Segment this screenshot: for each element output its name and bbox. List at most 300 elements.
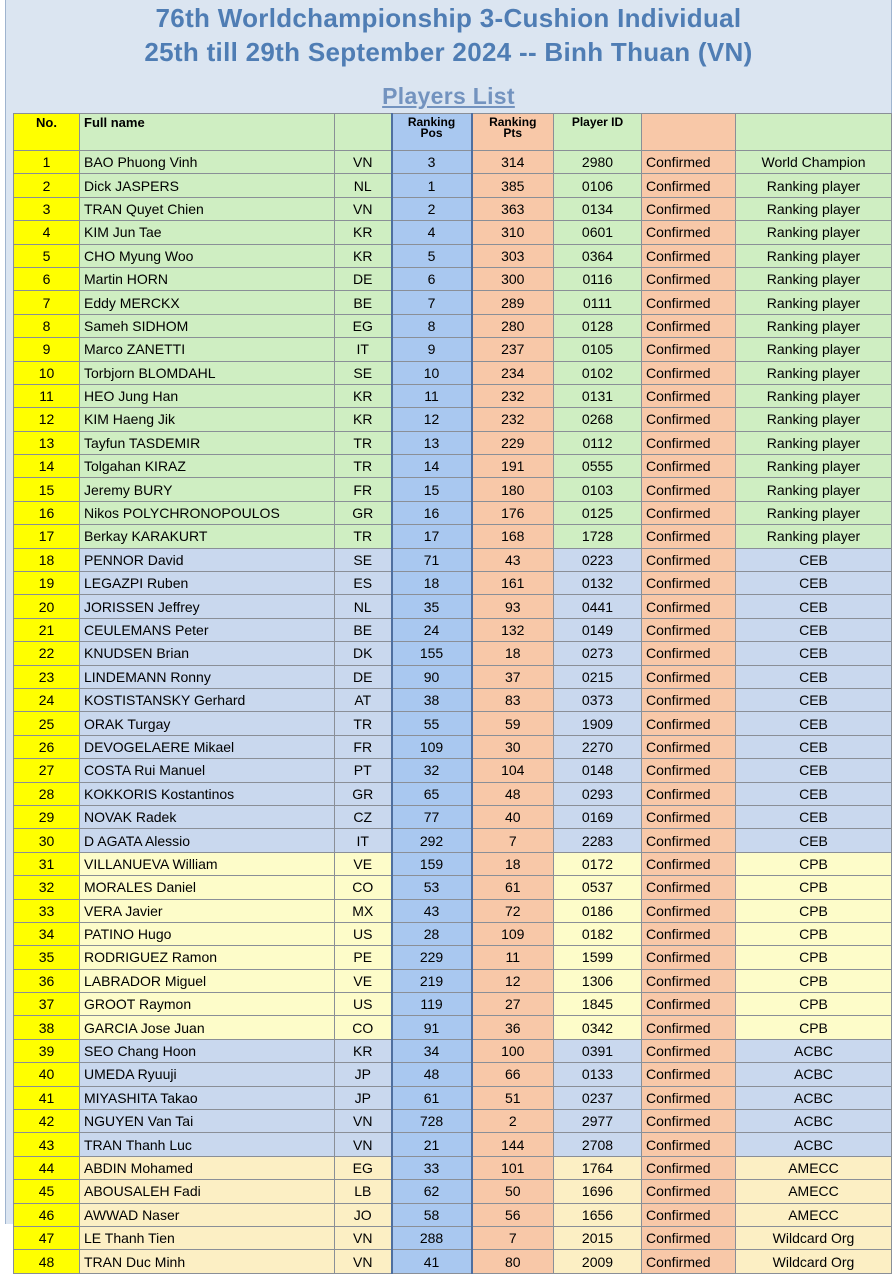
player-id: 0182 bbox=[554, 922, 642, 945]
header-player-id: Player ID bbox=[554, 114, 642, 151]
player-category: Ranking player bbox=[736, 267, 892, 290]
player-status: Confirmed bbox=[642, 572, 736, 595]
player-no: 17 bbox=[14, 525, 80, 548]
ranking-pos: 4 bbox=[392, 221, 472, 244]
player-country: GR bbox=[335, 501, 392, 524]
table-row bbox=[14, 1226, 892, 1249]
player-no: 43 bbox=[14, 1133, 80, 1156]
table-row bbox=[14, 1039, 892, 1062]
player-id: 2980 bbox=[554, 151, 642, 174]
player-name: VERA Javier bbox=[80, 899, 335, 922]
player-country: SE bbox=[335, 548, 392, 571]
player-country: IT bbox=[335, 338, 392, 361]
player-country: JP bbox=[335, 1063, 392, 1086]
player-status: Confirmed bbox=[642, 1203, 736, 1226]
table-row bbox=[14, 244, 892, 267]
player-category: World Champion bbox=[736, 151, 892, 174]
ranking-pts: 7 bbox=[472, 829, 554, 852]
player-id: 0116 bbox=[554, 267, 642, 290]
ranking-pts: 93 bbox=[472, 595, 554, 618]
ranking-pts: 363 bbox=[472, 197, 554, 220]
player-no: 2 bbox=[14, 174, 80, 197]
player-country: LB bbox=[335, 1180, 392, 1203]
player-status: Confirmed bbox=[642, 455, 736, 478]
player-category: CEB bbox=[736, 712, 892, 735]
table-row bbox=[14, 291, 892, 314]
player-status: Confirmed bbox=[642, 1016, 736, 1039]
ranking-pts: 48 bbox=[472, 782, 554, 805]
player-status: Confirmed bbox=[642, 1180, 736, 1203]
player-name: JORISSEN Jeffrey bbox=[80, 595, 335, 618]
table-row bbox=[14, 618, 892, 641]
ranking-pos: 13 bbox=[392, 431, 472, 454]
table-row bbox=[14, 665, 892, 688]
player-country: KR bbox=[335, 408, 392, 431]
player-status: Confirmed bbox=[642, 735, 736, 758]
player-no: 3 bbox=[14, 197, 80, 220]
ranking-pts: 12 bbox=[472, 969, 554, 992]
player-country: DE bbox=[335, 267, 392, 290]
player-no: 29 bbox=[14, 805, 80, 828]
table-row bbox=[14, 876, 892, 899]
table-row bbox=[14, 993, 892, 1016]
table-row bbox=[14, 1133, 892, 1156]
player-status: Confirmed bbox=[642, 1250, 736, 1273]
player-id: 1656 bbox=[554, 1203, 642, 1226]
player-status: Confirmed bbox=[642, 922, 736, 945]
table-row bbox=[14, 314, 892, 337]
ranking-pos: 62 bbox=[392, 1180, 472, 1203]
player-status: Confirmed bbox=[642, 829, 736, 852]
ranking-pts: 50 bbox=[472, 1180, 554, 1203]
ranking-pts: 168 bbox=[472, 525, 554, 548]
table-row bbox=[14, 735, 892, 758]
player-category: Ranking player bbox=[736, 291, 892, 314]
player-no: 37 bbox=[14, 993, 80, 1016]
player-no: 45 bbox=[14, 1180, 80, 1203]
table-row bbox=[14, 595, 892, 618]
player-no: 6 bbox=[14, 267, 80, 290]
player-no: 20 bbox=[14, 595, 80, 618]
player-category: CEB bbox=[736, 688, 892, 711]
player-country: DE bbox=[335, 665, 392, 688]
ranking-pts: 229 bbox=[472, 431, 554, 454]
ranking-pos: 18 bbox=[392, 572, 472, 595]
ranking-pts: 18 bbox=[472, 642, 554, 665]
player-country: FR bbox=[335, 735, 392, 758]
player-name: RODRIGUEZ Ramon bbox=[80, 946, 335, 969]
player-no: 13 bbox=[14, 431, 80, 454]
header-ranking-pos bbox=[392, 114, 472, 151]
player-category: CEB bbox=[736, 548, 892, 571]
ranking-pos: 10 bbox=[392, 361, 472, 384]
player-status: Confirmed bbox=[642, 384, 736, 407]
player-category: Ranking player bbox=[736, 174, 892, 197]
player-country: CO bbox=[335, 1016, 392, 1039]
player-id: 0128 bbox=[554, 314, 642, 337]
ranking-pts: 385 bbox=[472, 174, 554, 197]
ranking-pos: 12 bbox=[392, 408, 472, 431]
player-id: 0172 bbox=[554, 852, 642, 875]
player-status: Confirmed bbox=[642, 876, 736, 899]
table-row bbox=[14, 1250, 892, 1273]
player-country: NL bbox=[335, 174, 392, 197]
ranking-pts: 59 bbox=[472, 712, 554, 735]
player-country: KR bbox=[335, 221, 392, 244]
ranking-pts: 72 bbox=[472, 899, 554, 922]
player-category: Ranking player bbox=[736, 361, 892, 384]
table-row bbox=[14, 221, 892, 244]
player-name: PATINO Hugo bbox=[80, 922, 335, 945]
player-category: CPB bbox=[736, 969, 892, 992]
player-name: CEULEMANS Peter bbox=[80, 618, 335, 641]
player-country: EG bbox=[335, 314, 392, 337]
player-status: Confirmed bbox=[642, 1086, 736, 1109]
player-id: 0132 bbox=[554, 572, 642, 595]
player-name: KOKKORIS Kostantinos bbox=[80, 782, 335, 805]
player-category: AMECC bbox=[736, 1180, 892, 1203]
player-status: Confirmed bbox=[642, 1226, 736, 1249]
player-country: TR bbox=[335, 431, 392, 454]
ranking-pos: 219 bbox=[392, 969, 472, 992]
player-name: DEVOGELAERE Mikael bbox=[80, 735, 335, 758]
table-row bbox=[14, 478, 892, 501]
player-country: MX bbox=[335, 899, 392, 922]
player-status: Confirmed bbox=[642, 946, 736, 969]
ranking-pos: 41 bbox=[392, 1250, 472, 1273]
player-category: CEB bbox=[736, 595, 892, 618]
player-no: 25 bbox=[14, 712, 80, 735]
ranking-pts: 80 bbox=[472, 1250, 554, 1273]
ranking-pos: 15 bbox=[392, 478, 472, 501]
player-country: FR bbox=[335, 478, 392, 501]
header-ranking-pos-line1: Ranking bbox=[407, 115, 456, 129]
ranking-pts: 101 bbox=[472, 1156, 554, 1179]
player-country: JO bbox=[335, 1203, 392, 1226]
ranking-pos: 2 bbox=[392, 197, 472, 220]
ranking-pos: 33 bbox=[392, 1156, 472, 1179]
player-name: ORAK Turgay bbox=[80, 712, 335, 735]
player-name: BAO Phuong Vinh bbox=[80, 151, 335, 174]
ranking-pos: 11 bbox=[392, 384, 472, 407]
player-status: Confirmed bbox=[642, 1156, 736, 1179]
header-ranking-pts-line2: Pts bbox=[503, 126, 523, 140]
player-name: Torbjorn BLOMDAHL bbox=[80, 361, 335, 384]
table-row bbox=[14, 384, 892, 407]
player-no: 34 bbox=[14, 922, 80, 945]
ranking-pos: 21 bbox=[392, 1133, 472, 1156]
player-name: AWWAD Naser bbox=[80, 1203, 335, 1226]
player-status: Confirmed bbox=[642, 969, 736, 992]
player-category: ACBC bbox=[736, 1039, 892, 1062]
player-name: HEO Jung Han bbox=[80, 384, 335, 407]
player-no: 44 bbox=[14, 1156, 80, 1179]
tournament-dates: 25th till 29th September 2024 -- Binh Thuan (VN) bbox=[144, 37, 753, 67]
player-name: Tayfun TASDEMIR bbox=[80, 431, 335, 454]
player-category: CPB bbox=[736, 852, 892, 875]
table-row bbox=[14, 1016, 892, 1039]
ranking-pts: 100 bbox=[472, 1039, 554, 1062]
player-no: 21 bbox=[14, 618, 80, 641]
ranking-pos: 16 bbox=[392, 501, 472, 524]
ranking-pts: 176 bbox=[472, 501, 554, 524]
ranking-pos: 77 bbox=[392, 805, 472, 828]
table-row bbox=[14, 548, 892, 571]
ranking-pts: 56 bbox=[472, 1203, 554, 1226]
player-name: Marco ZANETTI bbox=[80, 338, 335, 361]
ranking-pts: 43 bbox=[472, 548, 554, 571]
ranking-pos: 90 bbox=[392, 665, 472, 688]
player-name: VILLANUEVA William bbox=[80, 852, 335, 875]
player-name: GROOT Raymon bbox=[80, 993, 335, 1016]
ranking-pos: 728 bbox=[392, 1110, 472, 1133]
table-row bbox=[14, 969, 892, 992]
player-category: Ranking player bbox=[736, 431, 892, 454]
player-no: 39 bbox=[14, 1039, 80, 1062]
player-id: 0441 bbox=[554, 595, 642, 618]
player-id: 0342 bbox=[554, 1016, 642, 1039]
ranking-pos: 24 bbox=[392, 618, 472, 641]
table-row bbox=[14, 782, 892, 805]
ranking-pos: 3 bbox=[392, 151, 472, 174]
player-name: GARCIA Jose Juan bbox=[80, 1016, 335, 1039]
ranking-pts: 36 bbox=[472, 1016, 554, 1039]
ranking-pos: 109 bbox=[392, 735, 472, 758]
player-no: 4 bbox=[14, 221, 80, 244]
table-row bbox=[14, 455, 892, 478]
ranking-pos: 14 bbox=[392, 455, 472, 478]
player-category: CEB bbox=[736, 572, 892, 595]
player-category: ACBC bbox=[736, 1063, 892, 1086]
ranking-pos: 1 bbox=[392, 174, 472, 197]
player-status: Confirmed bbox=[642, 501, 736, 524]
ranking-pts: 232 bbox=[472, 408, 554, 431]
player-id: 0237 bbox=[554, 1086, 642, 1109]
player-country: BE bbox=[335, 291, 392, 314]
player-country: VN bbox=[335, 1133, 392, 1156]
player-id: 2283 bbox=[554, 829, 642, 852]
player-id: 2015 bbox=[554, 1226, 642, 1249]
player-no: 33 bbox=[14, 899, 80, 922]
player-id: 0131 bbox=[554, 384, 642, 407]
ranking-pos: 53 bbox=[392, 876, 472, 899]
player-name: ABOUSALEH Fadi bbox=[80, 1180, 335, 1203]
player-name: D AGATA Alessio bbox=[80, 829, 335, 852]
header-category bbox=[736, 114, 892, 151]
player-country: SE bbox=[335, 361, 392, 384]
player-status: Confirmed bbox=[642, 525, 736, 548]
player-country: KR bbox=[335, 244, 392, 267]
player-name: NGUYEN Van Tai bbox=[80, 1110, 335, 1133]
player-id: 0364 bbox=[554, 244, 642, 267]
player-name: LABRADOR Miguel bbox=[80, 969, 335, 992]
player-id: 0103 bbox=[554, 478, 642, 501]
player-country: ES bbox=[335, 572, 392, 595]
table-row bbox=[14, 408, 892, 431]
table-row bbox=[14, 852, 892, 875]
player-category: Ranking player bbox=[736, 384, 892, 407]
player-id: 0268 bbox=[554, 408, 642, 431]
player-status: Confirmed bbox=[642, 174, 736, 197]
player-status: Confirmed bbox=[642, 805, 736, 828]
player-status: Confirmed bbox=[642, 618, 736, 641]
player-name: SEO Chang Hoon bbox=[80, 1039, 335, 1062]
player-id: 2009 bbox=[554, 1250, 642, 1273]
player-no: 8 bbox=[14, 314, 80, 337]
player-id: 0601 bbox=[554, 221, 642, 244]
ranking-pos: 38 bbox=[392, 688, 472, 711]
player-category: ACBC bbox=[736, 1086, 892, 1109]
player-id: 1599 bbox=[554, 946, 642, 969]
player-country: CZ bbox=[335, 805, 392, 828]
player-no: 38 bbox=[14, 1016, 80, 1039]
table-row bbox=[14, 899, 892, 922]
ranking-pts: 104 bbox=[472, 759, 554, 782]
player-no: 11 bbox=[14, 384, 80, 407]
player-status: Confirmed bbox=[642, 642, 736, 665]
player-id: 0112 bbox=[554, 431, 642, 454]
table-row bbox=[14, 151, 892, 174]
player-status: Confirmed bbox=[642, 688, 736, 711]
player-no: 19 bbox=[14, 572, 80, 595]
player-country: EG bbox=[335, 1156, 392, 1179]
header-ranking-pos-line2: Pos bbox=[420, 126, 443, 140]
player-name: MIYASHITA Takao bbox=[80, 1086, 335, 1109]
player-category: CEB bbox=[736, 618, 892, 641]
player-status: Confirmed bbox=[642, 595, 736, 618]
table-row bbox=[14, 1086, 892, 1109]
player-country: CO bbox=[335, 876, 392, 899]
ranking-pos: 17 bbox=[392, 525, 472, 548]
player-name: KIM Jun Tae bbox=[80, 221, 335, 244]
player-name: Dick JASPERS bbox=[80, 174, 335, 197]
player-status: Confirmed bbox=[642, 244, 736, 267]
table-row bbox=[14, 1180, 892, 1203]
player-name: ABDIN Mohamed bbox=[80, 1156, 335, 1179]
player-category: CPB bbox=[736, 1016, 892, 1039]
ranking-pts: 18 bbox=[472, 852, 554, 875]
player-category: Ranking player bbox=[736, 408, 892, 431]
player-name: UMEDA Ryuuji bbox=[80, 1063, 335, 1086]
ranking-pts: 30 bbox=[472, 735, 554, 758]
ranking-pos: 6 bbox=[392, 267, 472, 290]
ranking-pos: 159 bbox=[392, 852, 472, 875]
table-row bbox=[14, 1063, 892, 1086]
ranking-pos: 28 bbox=[392, 922, 472, 945]
player-no: 7 bbox=[14, 291, 80, 314]
players-list-heading[interactable]: Players List bbox=[382, 83, 515, 109]
player-status: Confirmed bbox=[642, 1039, 736, 1062]
player-country: PE bbox=[335, 946, 392, 969]
header-row bbox=[14, 114, 892, 151]
player-country: VN bbox=[335, 197, 392, 220]
player-country: VN bbox=[335, 1226, 392, 1249]
player-name: KIM Haeng Jik bbox=[80, 408, 335, 431]
player-country: BE bbox=[335, 618, 392, 641]
player-name: LINDEMANN Ronny bbox=[80, 665, 335, 688]
ranking-pts: 303 bbox=[472, 244, 554, 267]
player-id: 1728 bbox=[554, 525, 642, 548]
player-country: NL bbox=[335, 595, 392, 618]
player-no: 22 bbox=[14, 642, 80, 665]
ranking-pts: 280 bbox=[472, 314, 554, 337]
player-name: TRAN Quyet Chien bbox=[80, 197, 335, 220]
player-category: Ranking player bbox=[736, 244, 892, 267]
header-ranking-pts-line1: Ranking bbox=[489, 115, 537, 129]
player-name: LEGAZPI Ruben bbox=[80, 572, 335, 595]
ranking-pts: 132 bbox=[472, 618, 554, 641]
table-row bbox=[14, 642, 892, 665]
player-no: 46 bbox=[14, 1203, 80, 1226]
table-row bbox=[14, 197, 892, 220]
player-id: 0125 bbox=[554, 501, 642, 524]
ranking-pts: 237 bbox=[472, 338, 554, 361]
players-table bbox=[13, 113, 892, 1274]
player-no: 23 bbox=[14, 665, 80, 688]
player-country: TR bbox=[335, 712, 392, 735]
player-id: 0186 bbox=[554, 899, 642, 922]
player-category: CPB bbox=[736, 946, 892, 969]
player-no: 36 bbox=[14, 969, 80, 992]
player-name: PENNOR David bbox=[80, 548, 335, 571]
ranking-pos: 55 bbox=[392, 712, 472, 735]
player-no: 12 bbox=[14, 408, 80, 431]
player-id: 0106 bbox=[554, 174, 642, 197]
player-id: 1696 bbox=[554, 1180, 642, 1203]
table-row bbox=[14, 431, 892, 454]
ranking-pos: 34 bbox=[392, 1039, 472, 1062]
player-no: 27 bbox=[14, 759, 80, 782]
player-country: TR bbox=[335, 525, 392, 548]
player-id: 0134 bbox=[554, 197, 642, 220]
header-no: No. bbox=[14, 114, 80, 151]
ranking-pts: 27 bbox=[472, 993, 554, 1016]
player-name: Sameh SIDHOM bbox=[80, 314, 335, 337]
player-category: CEB bbox=[736, 735, 892, 758]
player-name: Martin HORN bbox=[80, 267, 335, 290]
player-id: 0111 bbox=[554, 291, 642, 314]
player-status: Confirmed bbox=[642, 338, 736, 361]
player-category: CPB bbox=[736, 993, 892, 1016]
player-country: DK bbox=[335, 642, 392, 665]
player-status: Confirmed bbox=[642, 431, 736, 454]
player-name: TRAN Thanh Luc bbox=[80, 1133, 335, 1156]
table-row bbox=[14, 805, 892, 828]
ranking-pos: 61 bbox=[392, 1086, 472, 1109]
player-no: 47 bbox=[14, 1226, 80, 1249]
ranking-pos: 229 bbox=[392, 946, 472, 969]
header-country bbox=[335, 114, 392, 151]
player-country: VE bbox=[335, 969, 392, 992]
table-row bbox=[14, 946, 892, 969]
player-category: Ranking player bbox=[736, 478, 892, 501]
table-row bbox=[14, 1110, 892, 1133]
ranking-pos: 48 bbox=[392, 1063, 472, 1086]
ranking-pts: 40 bbox=[472, 805, 554, 828]
player-country: IT bbox=[335, 829, 392, 852]
player-id: 0273 bbox=[554, 642, 642, 665]
ranking-pos: 5 bbox=[392, 244, 472, 267]
player-status: Confirmed bbox=[642, 1110, 736, 1133]
player-category: CPB bbox=[736, 922, 892, 945]
ranking-pts: 11 bbox=[472, 946, 554, 969]
player-name: MORALES Daniel bbox=[80, 876, 335, 899]
player-status: Confirmed bbox=[642, 291, 736, 314]
player-category: CEB bbox=[736, 665, 892, 688]
header-ranking-pts bbox=[472, 114, 554, 151]
player-no: 16 bbox=[14, 501, 80, 524]
table-row bbox=[14, 572, 892, 595]
